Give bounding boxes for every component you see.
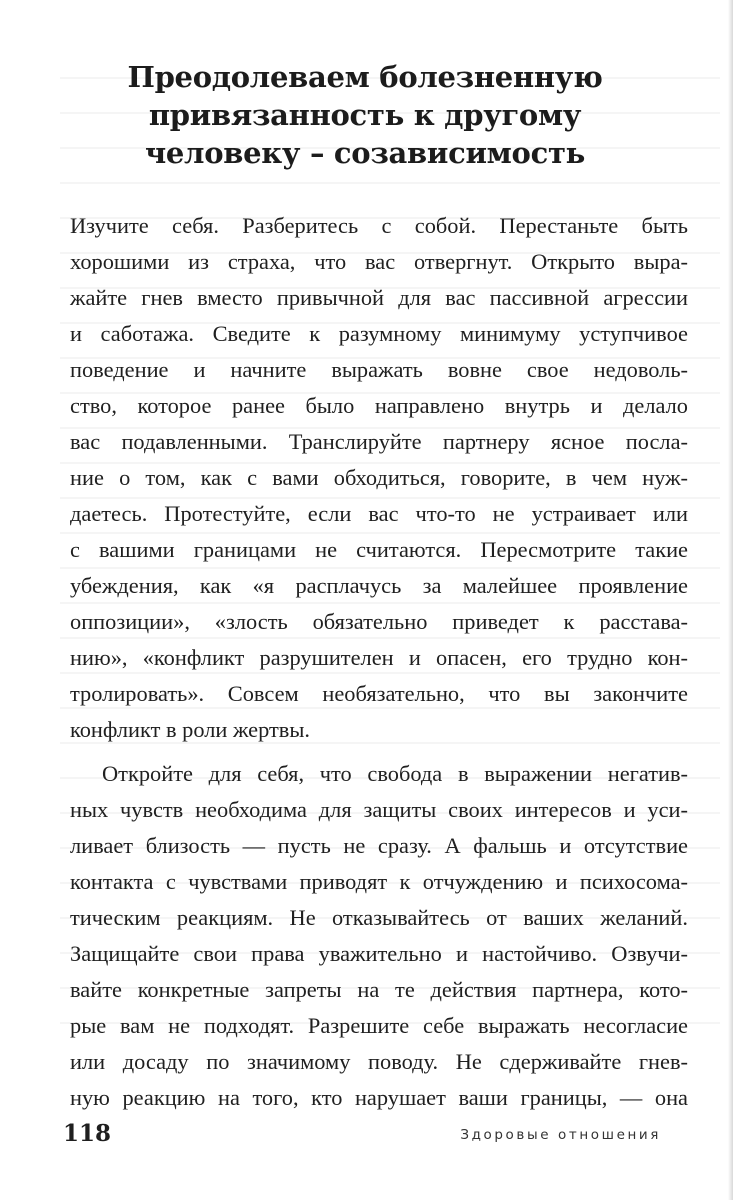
text-line: оппозиции», «злость обязательно приведет к расстава- bbox=[70, 609, 688, 634]
text-line: ние о том, как с вами обходиться, говорите, в чем нуж- bbox=[70, 465, 688, 490]
text-line: даетесь. Протестуйте, если вас что-то не устраивает или bbox=[70, 501, 688, 526]
page-footer bbox=[63, 1116, 661, 1156]
text-line: или досаду по значимому поводу. Не сдерживайте гнев- bbox=[70, 1049, 688, 1074]
text-line: Защищайте свои права уважительно и настойчиво. Озвучи- bbox=[70, 941, 688, 966]
paragraph-gap bbox=[70, 748, 688, 756]
page-number: 118 bbox=[63, 1120, 112, 1147]
text-line: хорошими из страха, что вас отвергнут. Открыто выра- bbox=[70, 249, 688, 274]
text-line: Изучите себя. Разберитесь с собой. Перестаньте быть bbox=[70, 213, 688, 238]
page-edge-shadow bbox=[728, 0, 733, 1200]
heading-line: человеку – созависимость bbox=[144, 136, 586, 170]
heading-line: Преодолеваем болезненную bbox=[127, 60, 603, 94]
text-line: Откройте для себя, что свобода в выражении негатив- bbox=[102, 761, 688, 786]
text-line: тролировать». Совсем необязательно, что вы закончите bbox=[70, 681, 688, 706]
paragraph-1 bbox=[70, 208, 688, 748]
text-line: вас подавленными. Транслируйте партнеру ясное посла- bbox=[70, 429, 688, 454]
text-line: вайте конкретные запреты на те действия партнера, кото- bbox=[70, 977, 688, 1002]
text-line: ливает близость — пусть не сразу. А фальшь и отсутствие bbox=[70, 833, 688, 858]
text-line: убеждения, как «я расплачусь за малейшее проявление bbox=[70, 573, 688, 598]
text-line: тическим реакциям. Не отказывайтесь от ваших желаний. bbox=[70, 905, 688, 930]
text-line: ных чувств необходима для защиты своих интересов и уси- bbox=[70, 797, 688, 822]
text-line: ную реакцию на того, кто нарушает ваши границы, — она bbox=[70, 1085, 688, 1110]
text-line: с вашими границами не считаются. Пересмотрите такие bbox=[70, 537, 688, 562]
running-title: Здоровые отношения bbox=[460, 1127, 661, 1143]
body-text bbox=[70, 208, 688, 1116]
text-line: ство, которое ранее было направлено внутрь и делало bbox=[70, 393, 688, 418]
text-line: рые вам не подходят. Разрешите себе выражать несогласие bbox=[70, 1013, 688, 1038]
text-line: и саботажа. Сведите к разумному минимуму уступчивое bbox=[70, 321, 688, 346]
text-line: нию», «конфликт разрушителен и опасен, его трудно кон- bbox=[70, 645, 688, 670]
text-line: контакта с чувствами приводят к отчуждению и психосома- bbox=[70, 869, 688, 894]
text-line: поведение и начните выражать вовне свое недоволь- bbox=[70, 357, 688, 382]
heading-line: привязанность к другому bbox=[148, 98, 582, 132]
text-line: жайте гнев вместо привычной для вас пассивной агрессии bbox=[70, 285, 688, 310]
section-heading bbox=[40, 58, 690, 172]
paragraph-2 bbox=[70, 756, 688, 1116]
text-line: конфликт в роли жертвы. bbox=[70, 717, 311, 742]
